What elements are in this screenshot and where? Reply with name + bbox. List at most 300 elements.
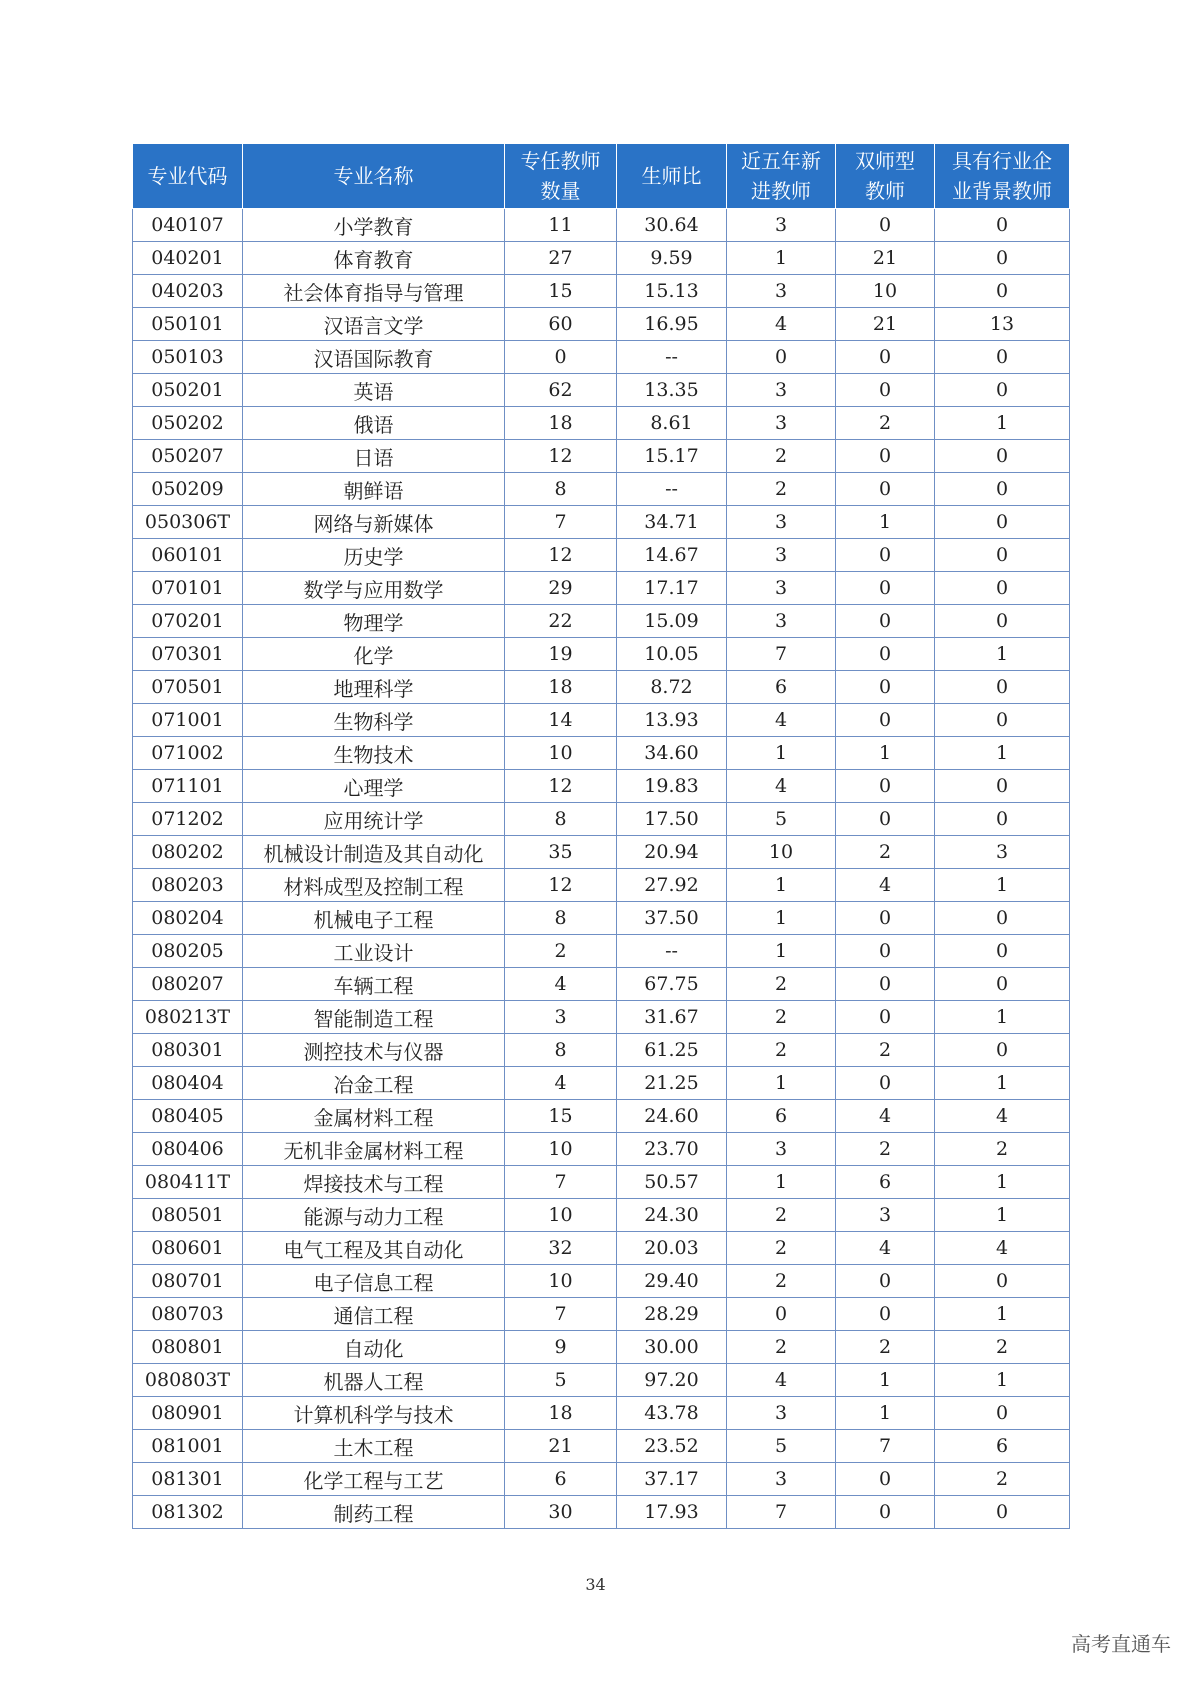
cell-new-teachers: 5 bbox=[727, 803, 836, 836]
cell-name: 应用统计学 bbox=[243, 803, 505, 836]
cell-industry-teachers: 2 bbox=[935, 1463, 1070, 1496]
cell-code: 080411T bbox=[133, 1166, 243, 1199]
cell-teachers: 8 bbox=[505, 902, 617, 935]
cell-industry-teachers: 0 bbox=[935, 935, 1070, 968]
cell-industry-teachers: 6 bbox=[935, 1430, 1070, 1463]
cell-code: 080901 bbox=[133, 1397, 243, 1430]
table-row bbox=[133, 671, 1070, 704]
cell-code: 050306T bbox=[133, 506, 243, 539]
table-row bbox=[133, 1430, 1070, 1463]
cell-ratio: 15.13 bbox=[617, 275, 727, 308]
cell-code: 080405 bbox=[133, 1100, 243, 1133]
cell-code: 080501 bbox=[133, 1199, 243, 1232]
cell-code: 080801 bbox=[133, 1331, 243, 1364]
cell-teachers: 60 bbox=[505, 308, 617, 341]
cell-ratio: 16.95 bbox=[617, 308, 727, 341]
table-row bbox=[133, 836, 1070, 869]
cell-teachers: 12 bbox=[505, 539, 617, 572]
cell-industry-teachers: 1 bbox=[935, 1166, 1070, 1199]
table-row bbox=[133, 1067, 1070, 1100]
cell-teachers: 10 bbox=[505, 1265, 617, 1298]
cell-new-teachers: 3 bbox=[727, 407, 836, 440]
cell-new-teachers: 2 bbox=[727, 1265, 836, 1298]
cell-dual-teachers: 0 bbox=[836, 638, 935, 671]
cell-industry-teachers: 4 bbox=[935, 1232, 1070, 1265]
table-row bbox=[133, 242, 1070, 275]
cell-dual-teachers: 2 bbox=[836, 1331, 935, 1364]
cell-code: 080703 bbox=[133, 1298, 243, 1331]
cell-teachers: 22 bbox=[505, 605, 617, 638]
table-row bbox=[133, 737, 1070, 770]
header-name: 专业名称 bbox=[243, 144, 505, 209]
cell-industry-teachers: 0 bbox=[935, 506, 1070, 539]
cell-teachers: 9 bbox=[505, 1331, 617, 1364]
cell-dual-teachers: 0 bbox=[836, 209, 935, 242]
cell-name: 社会体育指导与管理 bbox=[243, 275, 505, 308]
header-dual-teachers: 双师型 教师 bbox=[836, 144, 935, 209]
cell-dual-teachers: 0 bbox=[836, 1496, 935, 1529]
cell-teachers: 27 bbox=[505, 242, 617, 275]
cell-industry-teachers: 1 bbox=[935, 1199, 1070, 1232]
cell-teachers: 12 bbox=[505, 440, 617, 473]
cell-code: 081001 bbox=[133, 1430, 243, 1463]
cell-teachers: 18 bbox=[505, 407, 617, 440]
cell-new-teachers: 2 bbox=[727, 1001, 836, 1034]
cell-industry-teachers: 2 bbox=[935, 1133, 1070, 1166]
cell-new-teachers: 4 bbox=[727, 1364, 836, 1397]
cell-ratio: 19.83 bbox=[617, 770, 727, 803]
cell-teachers: 62 bbox=[505, 374, 617, 407]
cell-teachers: 12 bbox=[505, 869, 617, 902]
cell-name: 地理科学 bbox=[243, 671, 505, 704]
cell-new-teachers: 1 bbox=[727, 869, 836, 902]
cell-ratio: 17.93 bbox=[617, 1496, 727, 1529]
cell-code: 070201 bbox=[133, 605, 243, 638]
cell-teachers: 7 bbox=[505, 1166, 617, 1199]
table-row bbox=[133, 1463, 1070, 1496]
table-row bbox=[133, 572, 1070, 605]
cell-ratio: -- bbox=[617, 473, 727, 506]
cell-industry-teachers: 0 bbox=[935, 704, 1070, 737]
cell-industry-teachers: 0 bbox=[935, 671, 1070, 704]
cell-dual-teachers: 2 bbox=[836, 1133, 935, 1166]
cell-dual-teachers: 1 bbox=[836, 1397, 935, 1430]
cell-code: 050103 bbox=[133, 341, 243, 374]
cell-ratio: 34.71 bbox=[617, 506, 727, 539]
cell-dual-teachers: 0 bbox=[836, 1298, 935, 1331]
cell-teachers: 15 bbox=[505, 1100, 617, 1133]
cell-name: 数学与应用数学 bbox=[243, 572, 505, 605]
cell-new-teachers: 1 bbox=[727, 1067, 836, 1100]
cell-code: 040203 bbox=[133, 275, 243, 308]
cell-name: 俄语 bbox=[243, 407, 505, 440]
table-row bbox=[133, 1496, 1070, 1529]
cell-name: 自动化 bbox=[243, 1331, 505, 1364]
cell-code: 080701 bbox=[133, 1265, 243, 1298]
cell-code: 080207 bbox=[133, 968, 243, 1001]
table-row bbox=[133, 1199, 1070, 1232]
cell-ratio: 30.00 bbox=[617, 1331, 727, 1364]
cell-dual-teachers: 0 bbox=[836, 1067, 935, 1100]
cell-teachers: 7 bbox=[505, 1298, 617, 1331]
cell-new-teachers: 7 bbox=[727, 1496, 836, 1529]
cell-ratio: 61.25 bbox=[617, 1034, 727, 1067]
cell-ratio: 67.75 bbox=[617, 968, 727, 1001]
cell-teachers: 3 bbox=[505, 1001, 617, 1034]
cell-name: 汉语言文学 bbox=[243, 308, 505, 341]
cell-dual-teachers: 3 bbox=[836, 1199, 935, 1232]
cell-industry-teachers: 1 bbox=[935, 1364, 1070, 1397]
table-row bbox=[133, 506, 1070, 539]
cell-new-teachers: 3 bbox=[727, 275, 836, 308]
cell-dual-teachers: 0 bbox=[836, 704, 935, 737]
table-row bbox=[133, 341, 1070, 374]
cell-new-teachers: 5 bbox=[727, 1430, 836, 1463]
cell-code: 080203 bbox=[133, 869, 243, 902]
cell-teachers: 12 bbox=[505, 770, 617, 803]
cell-name: 朝鲜语 bbox=[243, 473, 505, 506]
table-row bbox=[133, 638, 1070, 671]
cell-code: 080204 bbox=[133, 902, 243, 935]
cell-dual-teachers: 0 bbox=[836, 341, 935, 374]
cell-industry-teachers: 0 bbox=[935, 341, 1070, 374]
cell-dual-teachers: 1 bbox=[836, 506, 935, 539]
cell-industry-teachers: 1 bbox=[935, 638, 1070, 671]
cell-teachers: 29 bbox=[505, 572, 617, 605]
table-row bbox=[133, 803, 1070, 836]
cell-name: 焊接技术与工程 bbox=[243, 1166, 505, 1199]
table-row bbox=[133, 605, 1070, 638]
cell-new-teachers: 3 bbox=[727, 209, 836, 242]
cell-new-teachers: 3 bbox=[727, 506, 836, 539]
cell-name: 日语 bbox=[243, 440, 505, 473]
cell-teachers: 19 bbox=[505, 638, 617, 671]
cell-teachers: 10 bbox=[505, 1133, 617, 1166]
cell-code: 060101 bbox=[133, 539, 243, 572]
table-row bbox=[133, 473, 1070, 506]
cell-ratio: 37.50 bbox=[617, 902, 727, 935]
cell-dual-teachers: 21 bbox=[836, 308, 935, 341]
cell-ratio: 29.40 bbox=[617, 1265, 727, 1298]
page-number: 34 bbox=[585, 1575, 606, 1594]
table-row bbox=[133, 1100, 1070, 1133]
cell-name: 电气工程及其自动化 bbox=[243, 1232, 505, 1265]
cell-ratio: 28.29 bbox=[617, 1298, 727, 1331]
cell-ratio: 17.50 bbox=[617, 803, 727, 836]
table-row bbox=[133, 209, 1070, 242]
cell-code: 081301 bbox=[133, 1463, 243, 1496]
cell-name: 冶金工程 bbox=[243, 1067, 505, 1100]
cell-dual-teachers: 2 bbox=[836, 836, 935, 869]
cell-new-teachers: 2 bbox=[727, 1331, 836, 1364]
cell-dual-teachers: 6 bbox=[836, 1166, 935, 1199]
table-row bbox=[133, 1166, 1070, 1199]
table-row bbox=[133, 1397, 1070, 1430]
cell-teachers: 8 bbox=[505, 803, 617, 836]
cell-industry-teachers: 1 bbox=[935, 1001, 1070, 1034]
cell-ratio: 30.64 bbox=[617, 209, 727, 242]
cell-ratio: 8.72 bbox=[617, 671, 727, 704]
cell-teachers: 35 bbox=[505, 836, 617, 869]
cell-ratio: 24.30 bbox=[617, 1199, 727, 1232]
cell-ratio: 15.09 bbox=[617, 605, 727, 638]
table-row bbox=[133, 275, 1070, 308]
cell-dual-teachers: 0 bbox=[836, 539, 935, 572]
cell-industry-teachers: 0 bbox=[935, 1265, 1070, 1298]
cell-dual-teachers: 0 bbox=[836, 968, 935, 1001]
cell-ratio: 9.59 bbox=[617, 242, 727, 275]
cell-industry-teachers: 2 bbox=[935, 1331, 1070, 1364]
cell-industry-teachers: 1 bbox=[935, 1067, 1070, 1100]
cell-name: 能源与动力工程 bbox=[243, 1199, 505, 1232]
cell-teachers: 7 bbox=[505, 506, 617, 539]
table-row bbox=[133, 1364, 1070, 1397]
cell-industry-teachers: 0 bbox=[935, 803, 1070, 836]
cell-industry-teachers: 1 bbox=[935, 737, 1070, 770]
cell-name: 车辆工程 bbox=[243, 968, 505, 1001]
cell-industry-teachers: 0 bbox=[935, 209, 1070, 242]
cell-industry-teachers: 0 bbox=[935, 539, 1070, 572]
header-teachers: 专任教师 数量 bbox=[505, 144, 617, 209]
cell-code: 050202 bbox=[133, 407, 243, 440]
cell-dual-teachers: 2 bbox=[836, 1034, 935, 1067]
table-row bbox=[133, 407, 1070, 440]
cell-new-teachers: 4 bbox=[727, 704, 836, 737]
cell-teachers: 32 bbox=[505, 1232, 617, 1265]
cell-code: 040107 bbox=[133, 209, 243, 242]
cell-industry-teachers: 0 bbox=[935, 1496, 1070, 1529]
cell-dual-teachers: 1 bbox=[836, 1364, 935, 1397]
cell-code: 071002 bbox=[133, 737, 243, 770]
cell-ratio: 13.93 bbox=[617, 704, 727, 737]
cell-industry-teachers: 0 bbox=[935, 770, 1070, 803]
table-row bbox=[133, 902, 1070, 935]
cell-new-teachers: 2 bbox=[727, 1034, 836, 1067]
cell-industry-teachers: 0 bbox=[935, 440, 1070, 473]
cell-new-teachers: 6 bbox=[727, 671, 836, 704]
cell-teachers: 6 bbox=[505, 1463, 617, 1496]
header-code: 专业代码 bbox=[133, 144, 243, 209]
cell-ratio: -- bbox=[617, 935, 727, 968]
table-row bbox=[133, 374, 1070, 407]
cell-name: 小学教育 bbox=[243, 209, 505, 242]
cell-name: 化学 bbox=[243, 638, 505, 671]
cell-new-teachers: 10 bbox=[727, 836, 836, 869]
cell-new-teachers: 0 bbox=[727, 341, 836, 374]
cell-name: 机械电子工程 bbox=[243, 902, 505, 935]
cell-ratio: 43.78 bbox=[617, 1397, 727, 1430]
cell-industry-teachers: 0 bbox=[935, 1397, 1070, 1430]
cell-new-teachers: 6 bbox=[727, 1100, 836, 1133]
cell-new-teachers: 3 bbox=[727, 1397, 836, 1430]
cell-ratio: 50.57 bbox=[617, 1166, 727, 1199]
table-row bbox=[133, 770, 1070, 803]
cell-dual-teachers: 0 bbox=[836, 1463, 935, 1496]
cell-new-teachers: 4 bbox=[727, 770, 836, 803]
cell-name: 英语 bbox=[243, 374, 505, 407]
cell-ratio: 21.25 bbox=[617, 1067, 727, 1100]
cell-dual-teachers: 0 bbox=[836, 935, 935, 968]
cell-code: 080404 bbox=[133, 1067, 243, 1100]
cell-new-teachers: 1 bbox=[727, 935, 836, 968]
header-industry-teachers: 具有行业企 业背景教师 bbox=[935, 144, 1070, 209]
cell-name: 网络与新媒体 bbox=[243, 506, 505, 539]
cell-ratio: 8.61 bbox=[617, 407, 727, 440]
cell-industry-teachers: 13 bbox=[935, 308, 1070, 341]
cell-name: 测控技术与仪器 bbox=[243, 1034, 505, 1067]
cell-ratio: 13.35 bbox=[617, 374, 727, 407]
cell-code: 050101 bbox=[133, 308, 243, 341]
cell-industry-teachers: 0 bbox=[935, 572, 1070, 605]
cell-dual-teachers: 0 bbox=[836, 605, 935, 638]
cell-code: 070301 bbox=[133, 638, 243, 671]
cell-name: 物理学 bbox=[243, 605, 505, 638]
cell-industry-teachers: 1 bbox=[935, 1298, 1070, 1331]
cell-ratio: 23.70 bbox=[617, 1133, 727, 1166]
cell-code: 080301 bbox=[133, 1034, 243, 1067]
cell-teachers: 8 bbox=[505, 1034, 617, 1067]
cell-code: 040201 bbox=[133, 242, 243, 275]
cell-code: 080213T bbox=[133, 1001, 243, 1034]
cell-name: 计算机科学与技术 bbox=[243, 1397, 505, 1430]
cell-dual-teachers: 2 bbox=[836, 407, 935, 440]
cell-industry-teachers: 0 bbox=[935, 1034, 1070, 1067]
header-ratio: 生师比 bbox=[617, 144, 727, 209]
cell-dual-teachers: 0 bbox=[836, 902, 935, 935]
cell-ratio: 20.03 bbox=[617, 1232, 727, 1265]
cell-code: 081302 bbox=[133, 1496, 243, 1529]
table-row bbox=[133, 968, 1070, 1001]
cell-teachers: 0 bbox=[505, 341, 617, 374]
cell-name: 土木工程 bbox=[243, 1430, 505, 1463]
cell-name: 心理学 bbox=[243, 770, 505, 803]
cell-teachers: 4 bbox=[505, 968, 617, 1001]
table-row bbox=[133, 869, 1070, 902]
cell-teachers: 30 bbox=[505, 1496, 617, 1529]
header-new-teachers: 近五年新 进教师 bbox=[727, 144, 836, 209]
cell-name: 通信工程 bbox=[243, 1298, 505, 1331]
cell-name: 汉语国际教育 bbox=[243, 341, 505, 374]
cell-ratio: -- bbox=[617, 341, 727, 374]
cell-dual-teachers: 0 bbox=[836, 770, 935, 803]
cell-code: 080803T bbox=[133, 1364, 243, 1397]
cell-dual-teachers: 4 bbox=[836, 869, 935, 902]
cell-code: 070501 bbox=[133, 671, 243, 704]
cell-industry-teachers: 0 bbox=[935, 968, 1070, 1001]
cell-ratio: 97.20 bbox=[617, 1364, 727, 1397]
cell-code: 050201 bbox=[133, 374, 243, 407]
cell-name: 化学工程与工艺 bbox=[243, 1463, 505, 1496]
table-row bbox=[133, 539, 1070, 572]
cell-dual-teachers: 4 bbox=[836, 1232, 935, 1265]
table-header bbox=[133, 144, 1070, 209]
cell-industry-teachers: 4 bbox=[935, 1100, 1070, 1133]
cell-dual-teachers: 10 bbox=[836, 275, 935, 308]
cell-name: 历史学 bbox=[243, 539, 505, 572]
cell-industry-teachers: 3 bbox=[935, 836, 1070, 869]
cell-teachers: 10 bbox=[505, 737, 617, 770]
cell-new-teachers: 3 bbox=[727, 1133, 836, 1166]
cell-ratio: 23.52 bbox=[617, 1430, 727, 1463]
cell-name: 无机非金属材料工程 bbox=[243, 1133, 505, 1166]
cell-code: 080406 bbox=[133, 1133, 243, 1166]
cell-name: 制药工程 bbox=[243, 1496, 505, 1529]
cell-teachers: 14 bbox=[505, 704, 617, 737]
cell-code: 050207 bbox=[133, 440, 243, 473]
cell-name: 电子信息工程 bbox=[243, 1265, 505, 1298]
cell-code: 071202 bbox=[133, 803, 243, 836]
table-row bbox=[133, 308, 1070, 341]
cell-ratio: 34.60 bbox=[617, 737, 727, 770]
cell-industry-teachers: 0 bbox=[935, 605, 1070, 638]
cell-new-teachers: 1 bbox=[727, 242, 836, 275]
cell-new-teachers: 3 bbox=[727, 1463, 836, 1496]
cell-teachers: 8 bbox=[505, 473, 617, 506]
table-row bbox=[133, 704, 1070, 737]
cell-code: 080601 bbox=[133, 1232, 243, 1265]
cell-dual-teachers: 0 bbox=[836, 671, 935, 704]
cell-code: 070101 bbox=[133, 572, 243, 605]
cell-ratio: 17.17 bbox=[617, 572, 727, 605]
cell-name: 工业设计 bbox=[243, 935, 505, 968]
cell-teachers: 11 bbox=[505, 209, 617, 242]
cell-ratio: 37.17 bbox=[617, 1463, 727, 1496]
table-row bbox=[133, 1232, 1070, 1265]
cell-teachers: 18 bbox=[505, 1397, 617, 1430]
cell-new-teachers: 3 bbox=[727, 539, 836, 572]
table-row bbox=[133, 1331, 1070, 1364]
cell-new-teachers: 2 bbox=[727, 1232, 836, 1265]
cell-dual-teachers: 0 bbox=[836, 572, 935, 605]
cell-name: 机械设计制造及其自动化 bbox=[243, 836, 505, 869]
cell-dual-teachers: 0 bbox=[836, 1265, 935, 1298]
cell-new-teachers: 1 bbox=[727, 1166, 836, 1199]
cell-teachers: 4 bbox=[505, 1067, 617, 1100]
cell-dual-teachers: 0 bbox=[836, 374, 935, 407]
cell-ratio: 20.94 bbox=[617, 836, 727, 869]
cell-industry-teachers: 1 bbox=[935, 869, 1070, 902]
watermark: 高考直通车 bbox=[1071, 1632, 1171, 1656]
cell-ratio: 27.92 bbox=[617, 869, 727, 902]
cell-dual-teachers: 0 bbox=[836, 440, 935, 473]
cell-new-teachers: 0 bbox=[727, 1298, 836, 1331]
cell-new-teachers: 3 bbox=[727, 572, 836, 605]
cell-industry-teachers: 0 bbox=[935, 473, 1070, 506]
table-row bbox=[133, 1298, 1070, 1331]
table-row bbox=[133, 440, 1070, 473]
table-row bbox=[133, 1133, 1070, 1166]
cell-name: 体育教育 bbox=[243, 242, 505, 275]
cell-new-teachers: 2 bbox=[727, 968, 836, 1001]
cell-dual-teachers: 0 bbox=[836, 803, 935, 836]
cell-teachers: 18 bbox=[505, 671, 617, 704]
cell-ratio: 15.17 bbox=[617, 440, 727, 473]
cell-teachers: 2 bbox=[505, 935, 617, 968]
cell-industry-teachers: 0 bbox=[935, 374, 1070, 407]
cell-code: 080205 bbox=[133, 935, 243, 968]
cell-code: 080202 bbox=[133, 836, 243, 869]
cell-code: 050209 bbox=[133, 473, 243, 506]
cell-new-teachers: 7 bbox=[727, 638, 836, 671]
cell-name: 金属材料工程 bbox=[243, 1100, 505, 1133]
cell-new-teachers: 2 bbox=[727, 1199, 836, 1232]
cell-ratio: 10.05 bbox=[617, 638, 727, 671]
cell-dual-teachers: 0 bbox=[836, 1001, 935, 1034]
cell-new-teachers: 1 bbox=[727, 737, 836, 770]
cell-industry-teachers: 0 bbox=[935, 902, 1070, 935]
cell-new-teachers: 1 bbox=[727, 902, 836, 935]
cell-code: 071101 bbox=[133, 770, 243, 803]
